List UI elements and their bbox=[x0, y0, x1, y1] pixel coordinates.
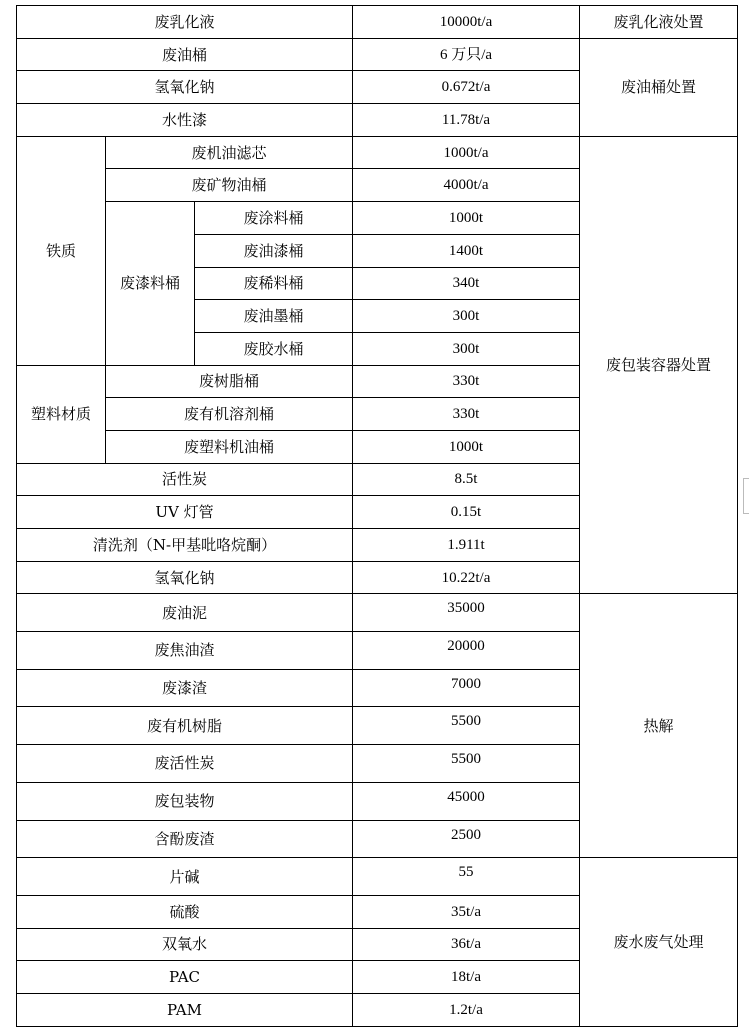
disposal-method: 热解 bbox=[580, 594, 738, 858]
material-name: 废树脂桶 bbox=[106, 365, 353, 398]
material-name: 含酚废渣 bbox=[17, 820, 353, 858]
annual-amount: 45000 bbox=[353, 782, 580, 820]
material-name: 氢氧化钠 bbox=[17, 561, 353, 594]
annual-amount: 35t/a bbox=[353, 895, 580, 928]
annual-amount: 1000t/a bbox=[353, 136, 580, 169]
material-name: 废有机溶剂桶 bbox=[106, 398, 353, 431]
annual-amount: 1.911t bbox=[353, 529, 580, 562]
disposal-method: 废油桶处置 bbox=[580, 38, 738, 136]
material-name: 废包装物 bbox=[17, 782, 353, 820]
annual-amount: 1000t bbox=[353, 430, 580, 463]
annual-amount: 10000t/a bbox=[353, 6, 580, 39]
material-subgroup: 废漆料桶 bbox=[106, 202, 195, 365]
annual-amount: 1400t bbox=[353, 234, 580, 267]
material-name: 废机油滤芯 bbox=[106, 136, 353, 169]
material-name: 废活性炭 bbox=[17, 745, 353, 783]
annual-amount: 20000 bbox=[353, 632, 580, 670]
material-name: 废矿物油桶 bbox=[106, 169, 353, 202]
table-row bbox=[17, 38, 738, 71]
table-row bbox=[17, 6, 738, 39]
annual-amount: 36t/a bbox=[353, 928, 580, 961]
material-name: 废塑料机油桶 bbox=[106, 430, 353, 463]
material-name: 活性炭 bbox=[17, 463, 353, 496]
material-name: 废油漆桶 bbox=[195, 234, 353, 267]
material-name: PAC bbox=[17, 961, 353, 994]
material-name: 清洗剂（N-甲基吡咯烷酮） bbox=[17, 529, 353, 562]
annual-amount: 55 bbox=[353, 858, 580, 896]
material-name: 水性漆 bbox=[17, 104, 353, 137]
annual-amount: 6 万只/a bbox=[353, 38, 580, 71]
material-name: UV 灯管 bbox=[17, 496, 353, 529]
material-name: 硫酸 bbox=[17, 895, 353, 928]
table-row bbox=[17, 858, 738, 896]
annual-amount: 1.2t/a bbox=[353, 993, 580, 1026]
annual-amount: 10.22t/a bbox=[353, 561, 580, 594]
material-name: 片碱 bbox=[17, 858, 353, 896]
annual-amount: 4000t/a bbox=[353, 169, 580, 202]
material-name: 废油泥 bbox=[17, 594, 353, 632]
annual-amount: 7000 bbox=[353, 669, 580, 707]
material-name: 废漆渣 bbox=[17, 669, 353, 707]
annual-amount: 5500 bbox=[353, 707, 580, 745]
material-name: 废有机树脂 bbox=[17, 707, 353, 745]
material-name: 氢氧化钠 bbox=[17, 71, 353, 104]
table-row bbox=[17, 136, 738, 169]
material-name: 废胶水桶 bbox=[195, 332, 353, 365]
disposal-method: 废包装容器处置 bbox=[580, 136, 738, 594]
material-group: 铁质 bbox=[17, 136, 106, 365]
materials-table bbox=[16, 5, 738, 1027]
material-name: 废乳化液 bbox=[17, 6, 353, 39]
material-name: 双氧水 bbox=[17, 928, 353, 961]
material-name: PAM bbox=[17, 993, 353, 1026]
annual-amount: 5500 bbox=[353, 745, 580, 783]
annual-amount: 330t bbox=[353, 398, 580, 431]
annual-amount: 1000t bbox=[353, 202, 580, 235]
annual-amount: 300t bbox=[353, 332, 580, 365]
table-row bbox=[17, 594, 738, 632]
page-edge-marker bbox=[743, 478, 749, 514]
annual-amount: 300t bbox=[353, 300, 580, 333]
material-name: 废油墨桶 bbox=[195, 300, 353, 333]
annual-amount: 8.5t bbox=[353, 463, 580, 496]
annual-amount: 18t/a bbox=[353, 961, 580, 994]
material-name: 废稀料桶 bbox=[195, 267, 353, 300]
material-name: 废涂料桶 bbox=[195, 202, 353, 235]
annual-amount: 2500 bbox=[353, 820, 580, 858]
material-name: 废焦油渣 bbox=[17, 632, 353, 670]
annual-amount: 0.15t bbox=[353, 496, 580, 529]
disposal-method: 废乳化液处置 bbox=[580, 6, 738, 39]
annual-amount: 11.78t/a bbox=[353, 104, 580, 137]
material-group: 塑料材质 bbox=[17, 365, 106, 463]
annual-amount: 330t bbox=[353, 365, 580, 398]
annual-amount: 340t bbox=[353, 267, 580, 300]
annual-amount: 35000 bbox=[353, 594, 580, 632]
material-name: 废油桶 bbox=[17, 38, 353, 71]
annual-amount: 0.672t/a bbox=[353, 71, 580, 104]
disposal-method: 废水废气处理 bbox=[580, 858, 738, 1026]
